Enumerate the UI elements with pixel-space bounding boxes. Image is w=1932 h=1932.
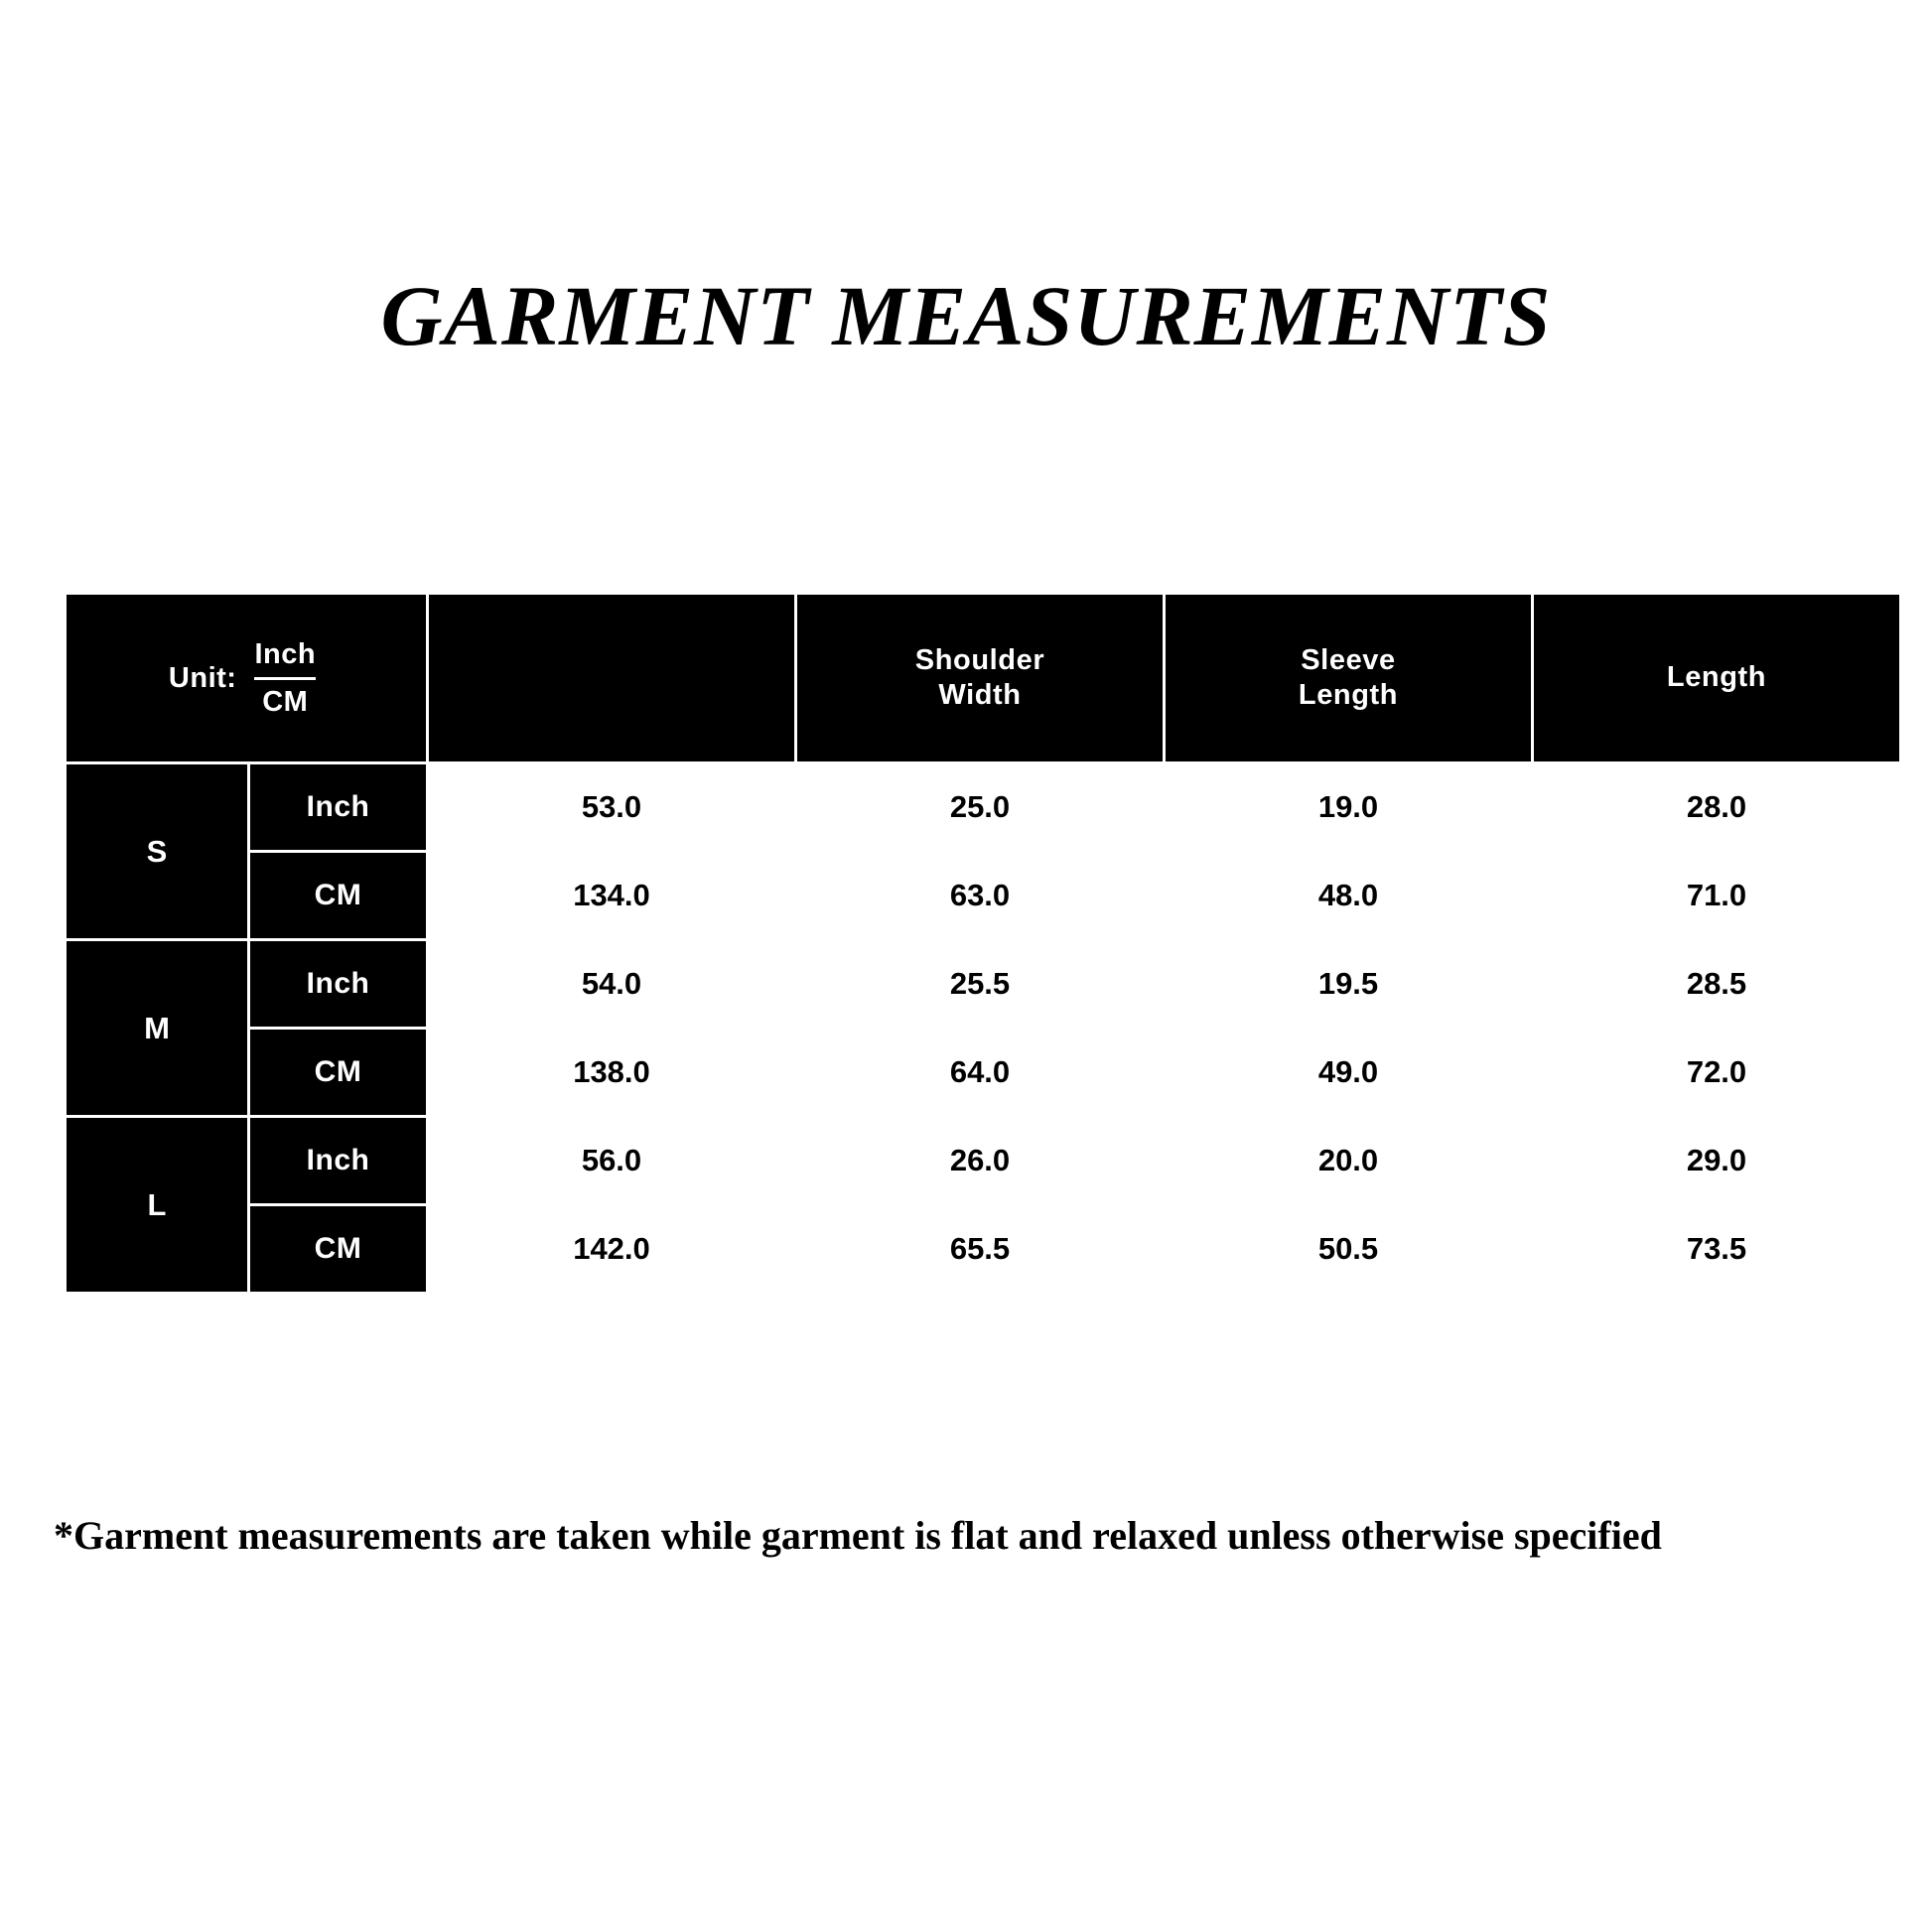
value-s-cm-shoulder-width: 63.0	[796, 852, 1165, 940]
column-header-bust	[428, 594, 796, 763]
value-m-cm-shoulder-width: 64.0	[796, 1029, 1165, 1117]
value-m-cm-bust: 138.0	[428, 1029, 796, 1117]
value-m-inch-shoulder-width: 25.5	[796, 940, 1165, 1029]
value-l-inch-shoulder-width: 26.0	[796, 1117, 1165, 1205]
measurements-table-container	[64, 592, 1900, 1295]
value-m-cm-length: 72.0	[1533, 1029, 1901, 1117]
size-label-l: L	[66, 1117, 249, 1294]
column-header-length	[1533, 594, 1901, 763]
column-header-shoulder-width-line1: Shoulder	[914, 643, 1045, 676]
column-header-length-label: Length	[1666, 661, 1767, 694]
table-row	[66, 940, 1901, 1029]
table-row	[66, 852, 1901, 940]
unit-label-m-inch: Inch	[249, 940, 428, 1029]
table-row	[66, 1029, 1901, 1117]
value-l-inch-sleeve-length: 20.0	[1165, 1117, 1533, 1205]
value-s-inch-length: 28.0	[1533, 763, 1901, 852]
value-s-cm-sleeve-length: 48.0	[1165, 852, 1533, 940]
value-s-cm-bust: 134.0	[428, 852, 796, 940]
size-label-s: S	[66, 763, 249, 940]
value-m-cm-sleeve-length: 49.0	[1165, 1029, 1533, 1117]
table-row	[66, 1205, 1901, 1294]
value-l-inch-length: 29.0	[1533, 1117, 1901, 1205]
unit-header-label: Unit:	[168, 661, 237, 694]
value-l-cm-sleeve-length: 50.5	[1165, 1205, 1533, 1294]
unit-label-l-inch: Inch	[249, 1117, 428, 1205]
column-header-shoulder-width-line2: Width	[938, 679, 1022, 711]
unit-label-s-cm: CM	[249, 852, 428, 940]
value-m-inch-sleeve-length: 19.5	[1165, 940, 1533, 1029]
column-header-sleeve-length	[1165, 594, 1533, 763]
value-s-inch-bust: 53.0	[428, 763, 796, 852]
table-header-row	[66, 594, 1901, 763]
value-l-inch-bust: 56.0	[428, 1117, 796, 1205]
measurements-table	[64, 592, 1902, 1295]
value-l-cm-bust: 142.0	[428, 1205, 796, 1294]
column-header-sleeve-length-line2: Length	[1298, 679, 1399, 711]
value-s-inch-shoulder-width: 25.0	[796, 763, 1165, 852]
table-row	[66, 1117, 1901, 1205]
column-header-shoulder-width	[796, 594, 1165, 763]
value-s-cm-length: 71.0	[1533, 852, 1901, 940]
value-l-cm-shoulder-width: 65.5	[796, 1205, 1165, 1294]
value-s-inch-sleeve-length: 19.0	[1165, 763, 1533, 852]
value-m-inch-bust: 54.0	[428, 940, 796, 1029]
unit-label-s-inch: Inch	[249, 763, 428, 852]
unit-label-m-cm: CM	[249, 1029, 428, 1117]
size-label-m: M	[66, 940, 249, 1117]
unit-header-denominator: CM	[254, 677, 316, 720]
unit-label-l-cm: CM	[249, 1205, 428, 1294]
table-row	[66, 763, 1901, 852]
unit-header-fraction	[246, 636, 324, 720]
value-m-inch-length: 28.5	[1533, 940, 1901, 1029]
column-header-sleeve-length-line1: Sleeve	[1301, 643, 1396, 676]
unit-header-numerator: Inch	[254, 638, 317, 671]
value-l-cm-length: 73.5	[1533, 1205, 1901, 1294]
footnote: *Garment measurements are taken while garment is flat and relaxed unless otherwise specified	[54, 1513, 1662, 1558]
page-title: GARMENT MEASUREMENTS	[380, 268, 1552, 363]
unit-header-cell	[66, 594, 428, 763]
